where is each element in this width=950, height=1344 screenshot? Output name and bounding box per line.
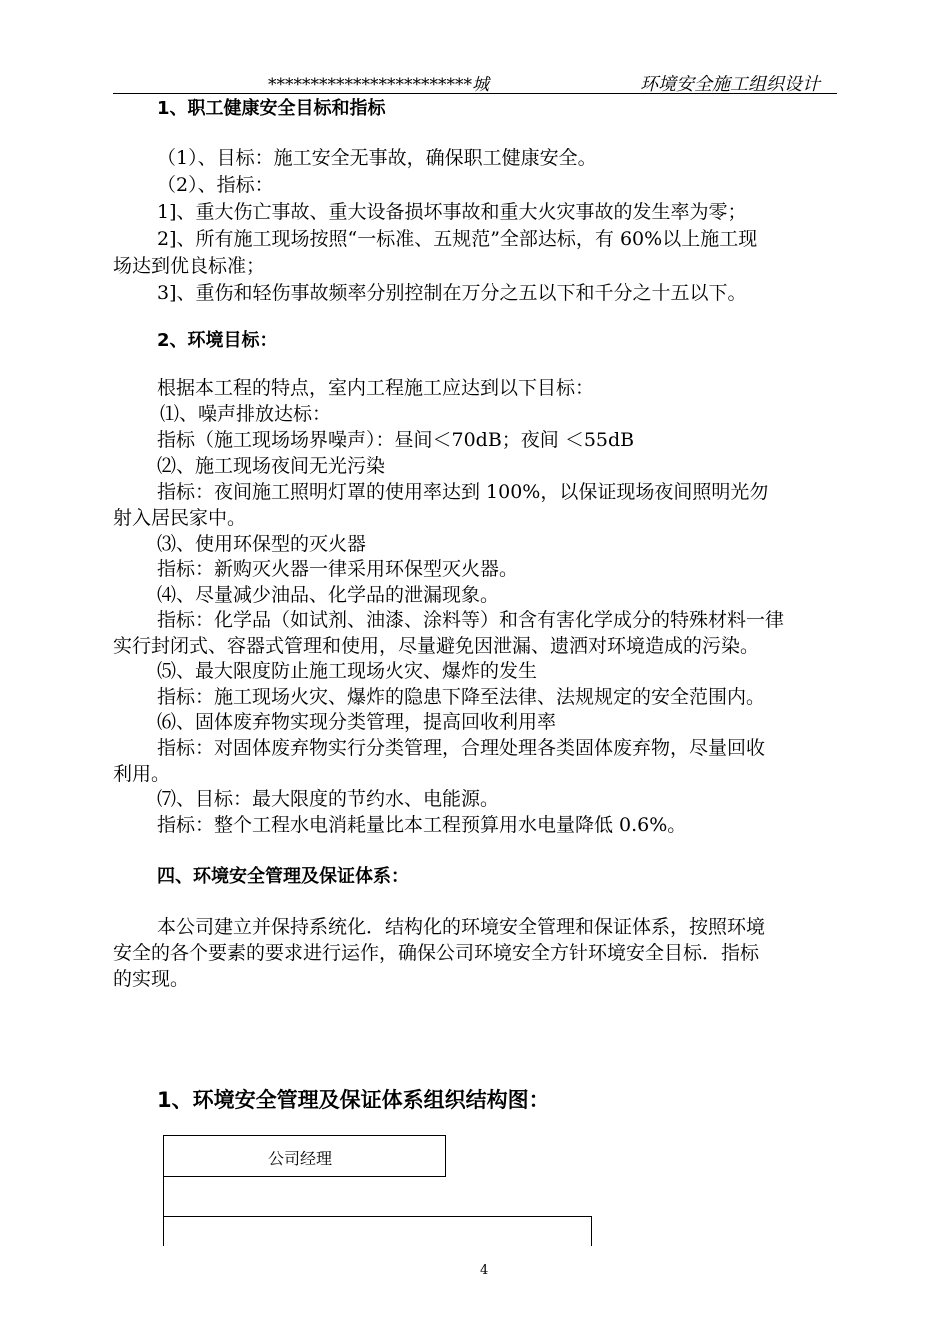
paragraph: 指标（施工现场场界噪声）：昼间＜70dB；夜间 ＜55dB	[157, 429, 635, 451]
paragraph: 实行封闭式、容器式管理和使用，尽量避免因泄漏、遗洒对环境造成的污染。	[113, 635, 760, 657]
org-chart-connector	[163, 1216, 591, 1217]
page-number: 4	[480, 1263, 489, 1278]
list-item: ⑹、固体废弃物实现分类管理，提高回收利用率	[157, 711, 557, 733]
list-item: ⑶、使用环保型的灭火器	[157, 533, 367, 555]
list-item: ⑷、尽量减少油品、化学品的泄漏现象。	[157, 584, 500, 606]
list-item: ⑵、施工现场夜间无光污染	[157, 455, 386, 477]
paragraph: 1]、重大伤亡事故、重大设备损坏事故和重大火灾事故的发生率为零；	[157, 201, 747, 223]
list-item: ⑸、最大限度防止施工现场火灾、爆炸的发生	[157, 660, 538, 682]
paragraph: 利用。	[113, 763, 171, 785]
org-chart-connector	[591, 1216, 592, 1246]
header-rule	[113, 93, 837, 94]
header-project-name: ************************城	[268, 75, 489, 95]
section-heading-org-chart: 1、环境安全管理及保证体系组织结构图：	[157, 1088, 550, 1112]
paragraph: 指标：对固体废弃物实行分类管理，合理处理各类固体废弃物，尽量回收	[157, 737, 766, 759]
paragraph: 安全的各个要素的要求进行运作，确保公司环境安全方针环境安全目标．指标	[113, 942, 760, 964]
paragraph: 的实现。	[113, 968, 190, 990]
paragraph: 指标：新购灭火器一律采用环保型灭火器。	[157, 558, 519, 580]
section-heading-health-safety: 1、职工健康安全目标和指标	[157, 98, 386, 119]
paragraph: 根据本工程的特点，室内工程施工应达到以下目标：	[157, 377, 595, 399]
section-heading-environment: 2、环境目标：	[157, 330, 278, 351]
paragraph: 指标：化学品（如试剂、油漆、涂料等）和含有害化学成分的特殊材料一律	[157, 609, 785, 631]
paragraph: 本公司建立并保持系统化．结构化的环境安全管理和保证体系，按照环境	[157, 916, 766, 938]
paragraph: （2）、指标：	[157, 174, 274, 196]
paragraph: 指标：整个工程水电消耗量比本工程预算用水电量降低 0.6%。	[157, 814, 687, 836]
paragraph: 3]、重伤和轻伤事故频率分别控制在万分之五以下和千分之十五以下。	[157, 282, 747, 304]
paragraph: 2]、所有施工现场按照“一标准、五规范”全部达标，有 60%以上施工现	[157, 228, 758, 250]
paragraph: 射入居民家中。	[113, 507, 247, 529]
list-item: ⑺、目标：最大限度的节约水、电能源。	[157, 788, 500, 810]
org-chart-box-company-manager	[163, 1135, 446, 1177]
paragraph: 指标：施工现场火灾、爆炸的隐患下降至法律、法规规定的安全范围内。	[157, 686, 766, 708]
list-item: ⑴、噪声排放达标：	[160, 403, 332, 425]
org-chart-connector	[163, 1176, 164, 1246]
paragraph: 指标：夜间施工照明灯罩的使用率达到 100%，以保证现场夜间照明光勿	[157, 481, 769, 503]
header-document-title: 环境安全施工组织设计	[640, 74, 820, 95]
paragraph: （1）、目标：施工安全无事故，确保职工健康安全。	[157, 147, 597, 169]
paragraph: 场达到优良标准；	[113, 255, 266, 277]
org-chart-box-label: 公司经理	[268, 1151, 333, 1168]
section-heading-management-system: 四、环境安全管理及保证体系：	[157, 866, 409, 887]
